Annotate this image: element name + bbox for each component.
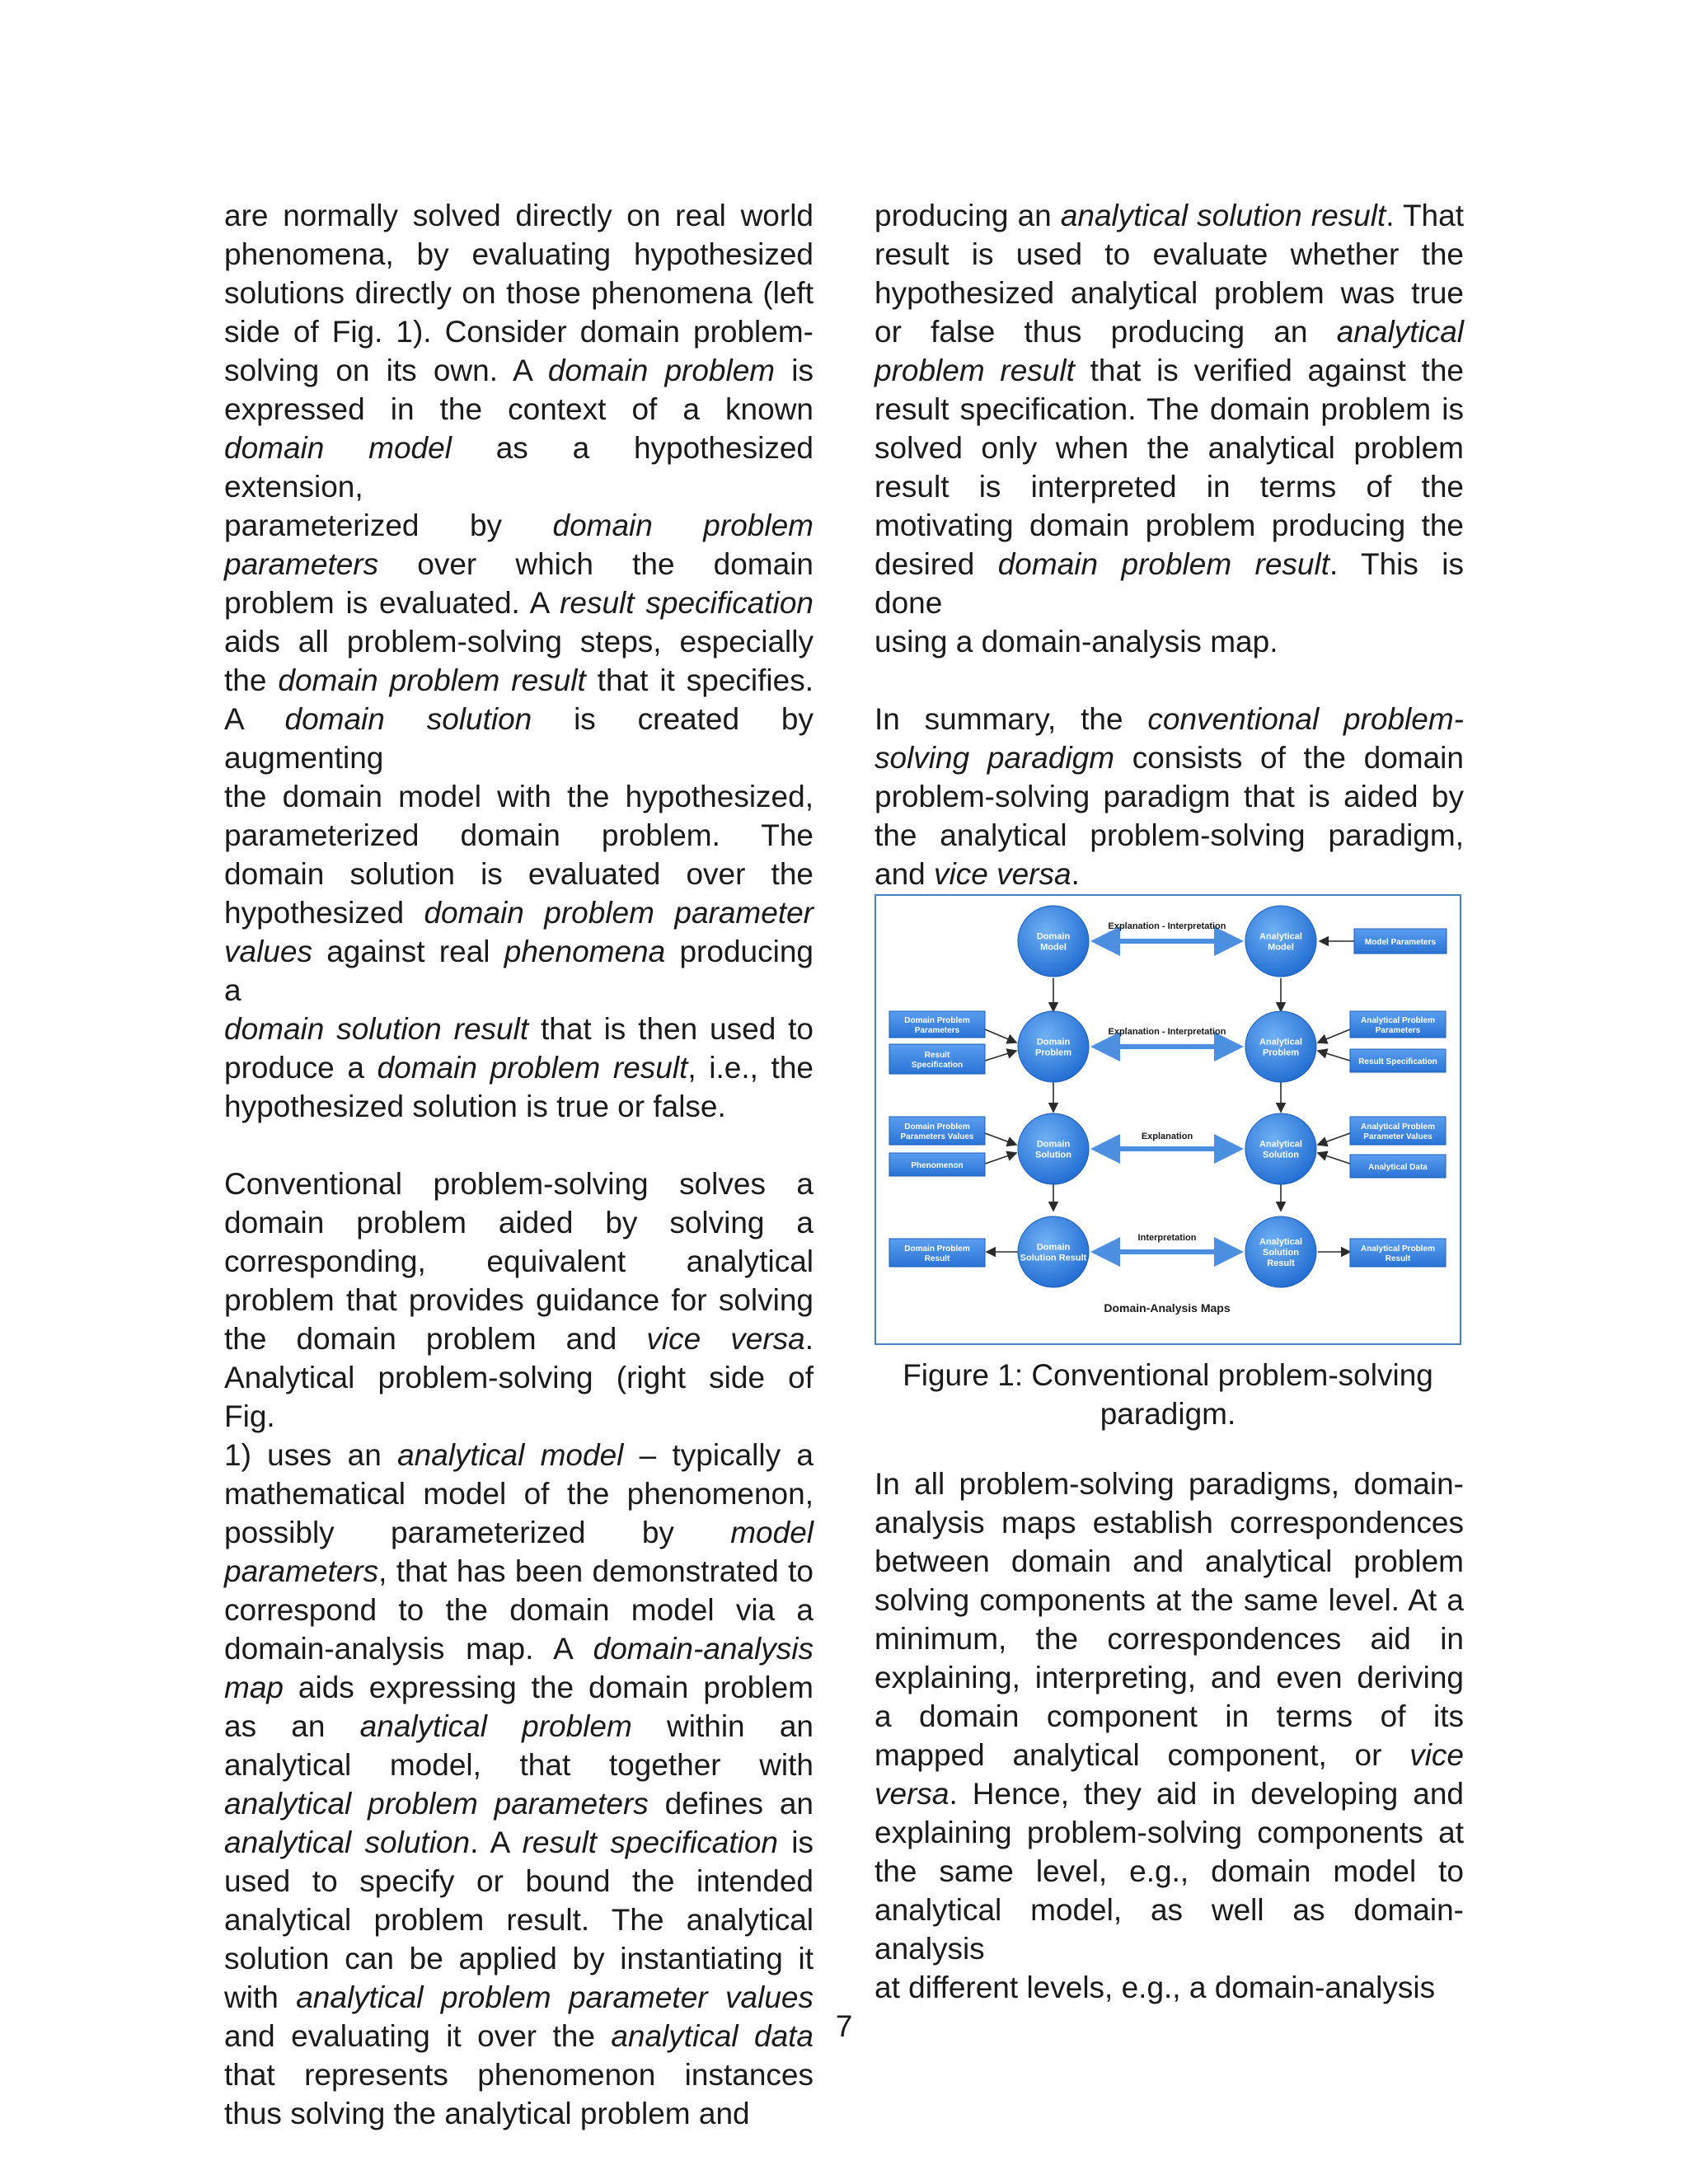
svg-text:Parameter Values: Parameter Values — [1363, 1132, 1432, 1141]
page-number: 7 — [835, 2009, 853, 2043]
text-line: parameters, that has been demonstrated to — [224, 1554, 814, 1588]
text-line: analytical model, as well as domain-analysis — [874, 1893, 1464, 1966]
text-line: the domain problem result that it specifies. — [224, 663, 814, 697]
right-paragraph-1 — [874, 196, 1464, 661]
text-line: the analytical problem-solving paradigm, — [874, 818, 1464, 852]
text-line: problem that provides guidance for solving — [224, 1283, 814, 1317]
text-line: hypothesized domain problem parameter — [224, 896, 814, 930]
svg-text:Model: Model — [1268, 942, 1294, 953]
node-analytical-model — [1245, 906, 1316, 977]
text-line: producing an analytical solution result. That — [874, 199, 1464, 232]
box-domain-problem-parameters — [889, 1011, 985, 1038]
label-model-row: Explanation - Interpretation — [1108, 921, 1226, 931]
box-analytical-problem-parameters — [1350, 1011, 1446, 1038]
text-line: and evaluating it over the analytical data — [224, 2019, 814, 2053]
text-line: the domain model with the hypothesized, — [224, 780, 814, 813]
svg-text:Parameters: Parameters — [914, 1026, 960, 1035]
svg-text:Domain Problem: Domain Problem — [904, 1016, 970, 1025]
text-line: In summary, the conventional problem- — [874, 702, 1464, 736]
text-line: the domain problem and vice versa. — [224, 1322, 814, 1356]
text-line: domain-analysis map. A domain-analysis — [224, 1632, 814, 1666]
node-domain-solution-result — [1018, 1216, 1089, 1287]
svg-text:Problem: Problem — [1262, 1047, 1300, 1058]
node-domain-problem — [1018, 1011, 1089, 1082]
figure-caption — [874, 1356, 1461, 1433]
text-line: map aids expressing the domain problem — [224, 1671, 814, 1704]
text-line: mathematical model of the phenomenon, — [224, 1477, 814, 1511]
box-result-specification-left — [889, 1044, 985, 1074]
text-line: In all problem-solving paradigms, domain- — [874, 1467, 1464, 1501]
svg-text:Result: Result — [924, 1051, 950, 1060]
svg-text:Domain: Domain — [1036, 931, 1071, 942]
svg-text:Analytical: Analytical — [1259, 1237, 1302, 1247]
text-line: domain problem aided by solving a — [224, 1206, 814, 1240]
box-model-parameters — [1354, 929, 1447, 954]
text-line: correspond to the domain model via a — [224, 1593, 814, 1627]
svg-text:Problem: Problem — [1034, 1047, 1072, 1058]
text-line: analytical solution. A result specification is — [224, 1825, 814, 1859]
text-line: minimum, the correspondences aid in — [874, 1622, 1464, 1656]
svg-text:Model: Model — [1040, 942, 1067, 953]
svg-text:Solution: Solution — [1263, 1248, 1299, 1258]
svg-text:Model Parameters: Model Parameters — [1364, 938, 1437, 947]
svg-text:Analytical Problem: Analytical Problem — [1360, 1122, 1436, 1132]
svg-text:Domain: Domain — [1036, 1037, 1071, 1047]
svg-text:Result: Result — [924, 1254, 950, 1263]
text-line: motivating domain problem producing the — [874, 509, 1464, 542]
node-analytical-solution-result — [1245, 1216, 1316, 1287]
text-line: that represents phenomenon instances — [224, 2058, 814, 2092]
text-line: problem is evaluated. A result specification — [224, 586, 814, 620]
text-line: solving on its own. A domain problem is — [224, 354, 814, 387]
svg-text:Phenomenon: Phenomenon — [911, 1161, 964, 1170]
box-domain-problem-result — [889, 1239, 985, 1267]
text-line: solving paradigm consists of the domain — [874, 741, 1464, 775]
svg-text:Result: Result — [1385, 1254, 1411, 1263]
figure-title: Domain-Analysis Maps — [1104, 1301, 1231, 1315]
text-line: result is interpreted in terms of the — [874, 470, 1464, 504]
text-line: solving components at the same level. At a — [874, 1583, 1464, 1617]
text-line: analytical problem result. The analytical — [224, 1903, 814, 1937]
right-paragraph-2 — [874, 700, 1464, 893]
node-analytical-problem — [1245, 1011, 1316, 1082]
text-line: between domain and analytical problem — [874, 1544, 1464, 1578]
text-line: aids all problem-solving steps, especially — [224, 625, 814, 658]
svg-text:Analytical Data: Analytical Data — [1368, 1163, 1428, 1172]
right-column — [874, 196, 1464, 932]
svg-text:Result Specification: Result Specification — [1358, 1057, 1437, 1066]
text-line: phenomena, by evaluating hypothesized — [224, 237, 814, 271]
text-line: result is used to evaluate whether the — [874, 237, 1464, 271]
text-line: the same level, e.g., domain model to — [874, 1854, 1464, 1888]
text-line: thus solving the analytical problem and — [224, 2097, 750, 2130]
caption-line-1: Figure 1: Conventional problem-solving — [903, 1358, 1433, 1392]
text-line: values against real phenomena producing a — [224, 935, 814, 1007]
box-result-specification-right — [1350, 1049, 1446, 1072]
text-line: problem-solving paradigm that is aided by — [874, 780, 1464, 813]
text-line: corresponding, equivalent analytical — [224, 1244, 814, 1278]
text-line: 1) uses an analytical model – typically a — [224, 1438, 814, 1472]
svg-text:Solution: Solution — [1035, 1150, 1071, 1160]
text-line: hypothesized solution is true or false. — [224, 1090, 726, 1123]
svg-text:Analytical: Analytical — [1259, 1037, 1302, 1047]
box-phenomenon — [889, 1153, 985, 1176]
text-line: domain solution result that is then used to — [224, 1012, 814, 1046]
text-line: parameterized domain problem. The — [224, 818, 814, 852]
text-line: analytical model, that together with — [224, 1748, 814, 1782]
svg-text:Specification: Specification — [911, 1061, 964, 1070]
text-line: domain solution is evaluated over the — [224, 857, 814, 891]
box-domain-problem-parameters-values — [889, 1117, 985, 1145]
text-line: parameterized by domain problem — [224, 509, 814, 542]
text-line: domain model as a hypothesized extension, — [224, 431, 814, 504]
box-analytical-data — [1350, 1155, 1446, 1178]
svg-text:Solution: Solution — [1263, 1150, 1299, 1160]
left-paragraph-1 — [224, 196, 814, 1126]
text-line: used to specify or bound the intended — [224, 1864, 814, 1898]
svg-text:Analytical: Analytical — [1259, 931, 1302, 942]
text-line: produce a domain problem result, i.e., the — [224, 1051, 814, 1085]
text-line: Analytical problem-solving (right side of Fig. — [224, 1361, 814, 1433]
right-column-lower — [874, 1465, 1464, 2007]
text-line: versa. Hence, they aid in developing and — [874, 1777, 1464, 1811]
text-line: solved only when the analytical problem — [874, 431, 1464, 465]
text-line: explaining problem-solving components at — [874, 1816, 1464, 1849]
svg-text:Domain Problem: Domain Problem — [904, 1122, 970, 1132]
text-line: Conventional problem-solving solves a — [224, 1167, 814, 1201]
text-line: mapped analytical component, or vice — [874, 1738, 1464, 1772]
box-analytical-problem-parameter-values — [1350, 1117, 1446, 1145]
svg-text:Domain: Domain — [1036, 1242, 1071, 1253]
node-analytical-solution — [1245, 1113, 1316, 1184]
right-paragraph-3 — [874, 1465, 1464, 2007]
text-line: using a domain-analysis map. — [874, 625, 1278, 658]
text-line: as an analytical problem within an — [224, 1709, 814, 1743]
caption-line-2: paradigm. — [1100, 1397, 1236, 1431]
node-domain-solution — [1018, 1113, 1089, 1184]
text-line: parameters over which the domain — [224, 547, 814, 581]
svg-text:Parameters Values: Parameters Values — [900, 1132, 974, 1141]
text-line: problem result that is verified against the — [874, 354, 1464, 387]
text-line: hypothesized analytical problem was true — [874, 276, 1464, 310]
figure-1 — [874, 894, 1461, 1345]
svg-text:Result: Result — [1267, 1258, 1295, 1268]
svg-text:Domain: Domain — [1036, 1139, 1071, 1150]
text-line: side of Fig. 1). Consider domain problem- — [224, 315, 814, 349]
text-line: possibly parameterized by model — [224, 1516, 814, 1549]
text-line: are normally solved directly on real world — [224, 199, 814, 232]
label-solution-row: Explanation — [1141, 1132, 1193, 1141]
left-paragraph-2 — [224, 1165, 814, 2133]
text-line: solutions directly on those phenomena (left — [224, 276, 814, 310]
svg-text:Solution Result: Solution Result — [1020, 1253, 1087, 1263]
text-line: at different levels, e.g., a domain-analysis — [874, 1971, 1436, 2004]
text-line: result specification. The domain problem is — [874, 392, 1464, 426]
svg-text:Analytical Problem: Analytical Problem — [1360, 1016, 1436, 1025]
text-line: a domain component in terms of its — [874, 1699, 1464, 1733]
text-line: with analytical problem parameter values — [224, 1980, 814, 2014]
text-line: explaining, interpreting, and even deriving — [874, 1661, 1464, 1694]
text-line: expressed in the context of a known — [224, 392, 814, 426]
domain-analysis-diagram — [876, 896, 1460, 1343]
text-line: desired domain problem result. This is done — [874, 547, 1464, 620]
svg-text:Analytical Problem: Analytical Problem — [1360, 1244, 1436, 1254]
text-line: solution can be applied by instantiating it — [224, 1942, 814, 1975]
text-line: A domain solution is created by augmenting — [224, 702, 814, 775]
node-domain-model — [1018, 906, 1089, 977]
text-line: and vice versa. — [874, 857, 1080, 891]
label-result-row: Interpretation — [1137, 1233, 1197, 1243]
label-problem-row: Explanation - Interpretation — [1108, 1027, 1226, 1037]
svg-text:Domain Problem: Domain Problem — [904, 1244, 970, 1254]
svg-text:Parameters: Parameters — [1375, 1026, 1421, 1035]
left-column — [224, 196, 814, 2133]
svg-text:Analytical: Analytical — [1259, 1139, 1302, 1150]
box-analytical-problem-result — [1350, 1239, 1446, 1267]
text-line: or false thus producing an analytical — [874, 315, 1464, 349]
text-line: analysis maps establish correspondences — [874, 1506, 1464, 1540]
text-line: analytical problem parameters defines an — [224, 1787, 814, 1821]
